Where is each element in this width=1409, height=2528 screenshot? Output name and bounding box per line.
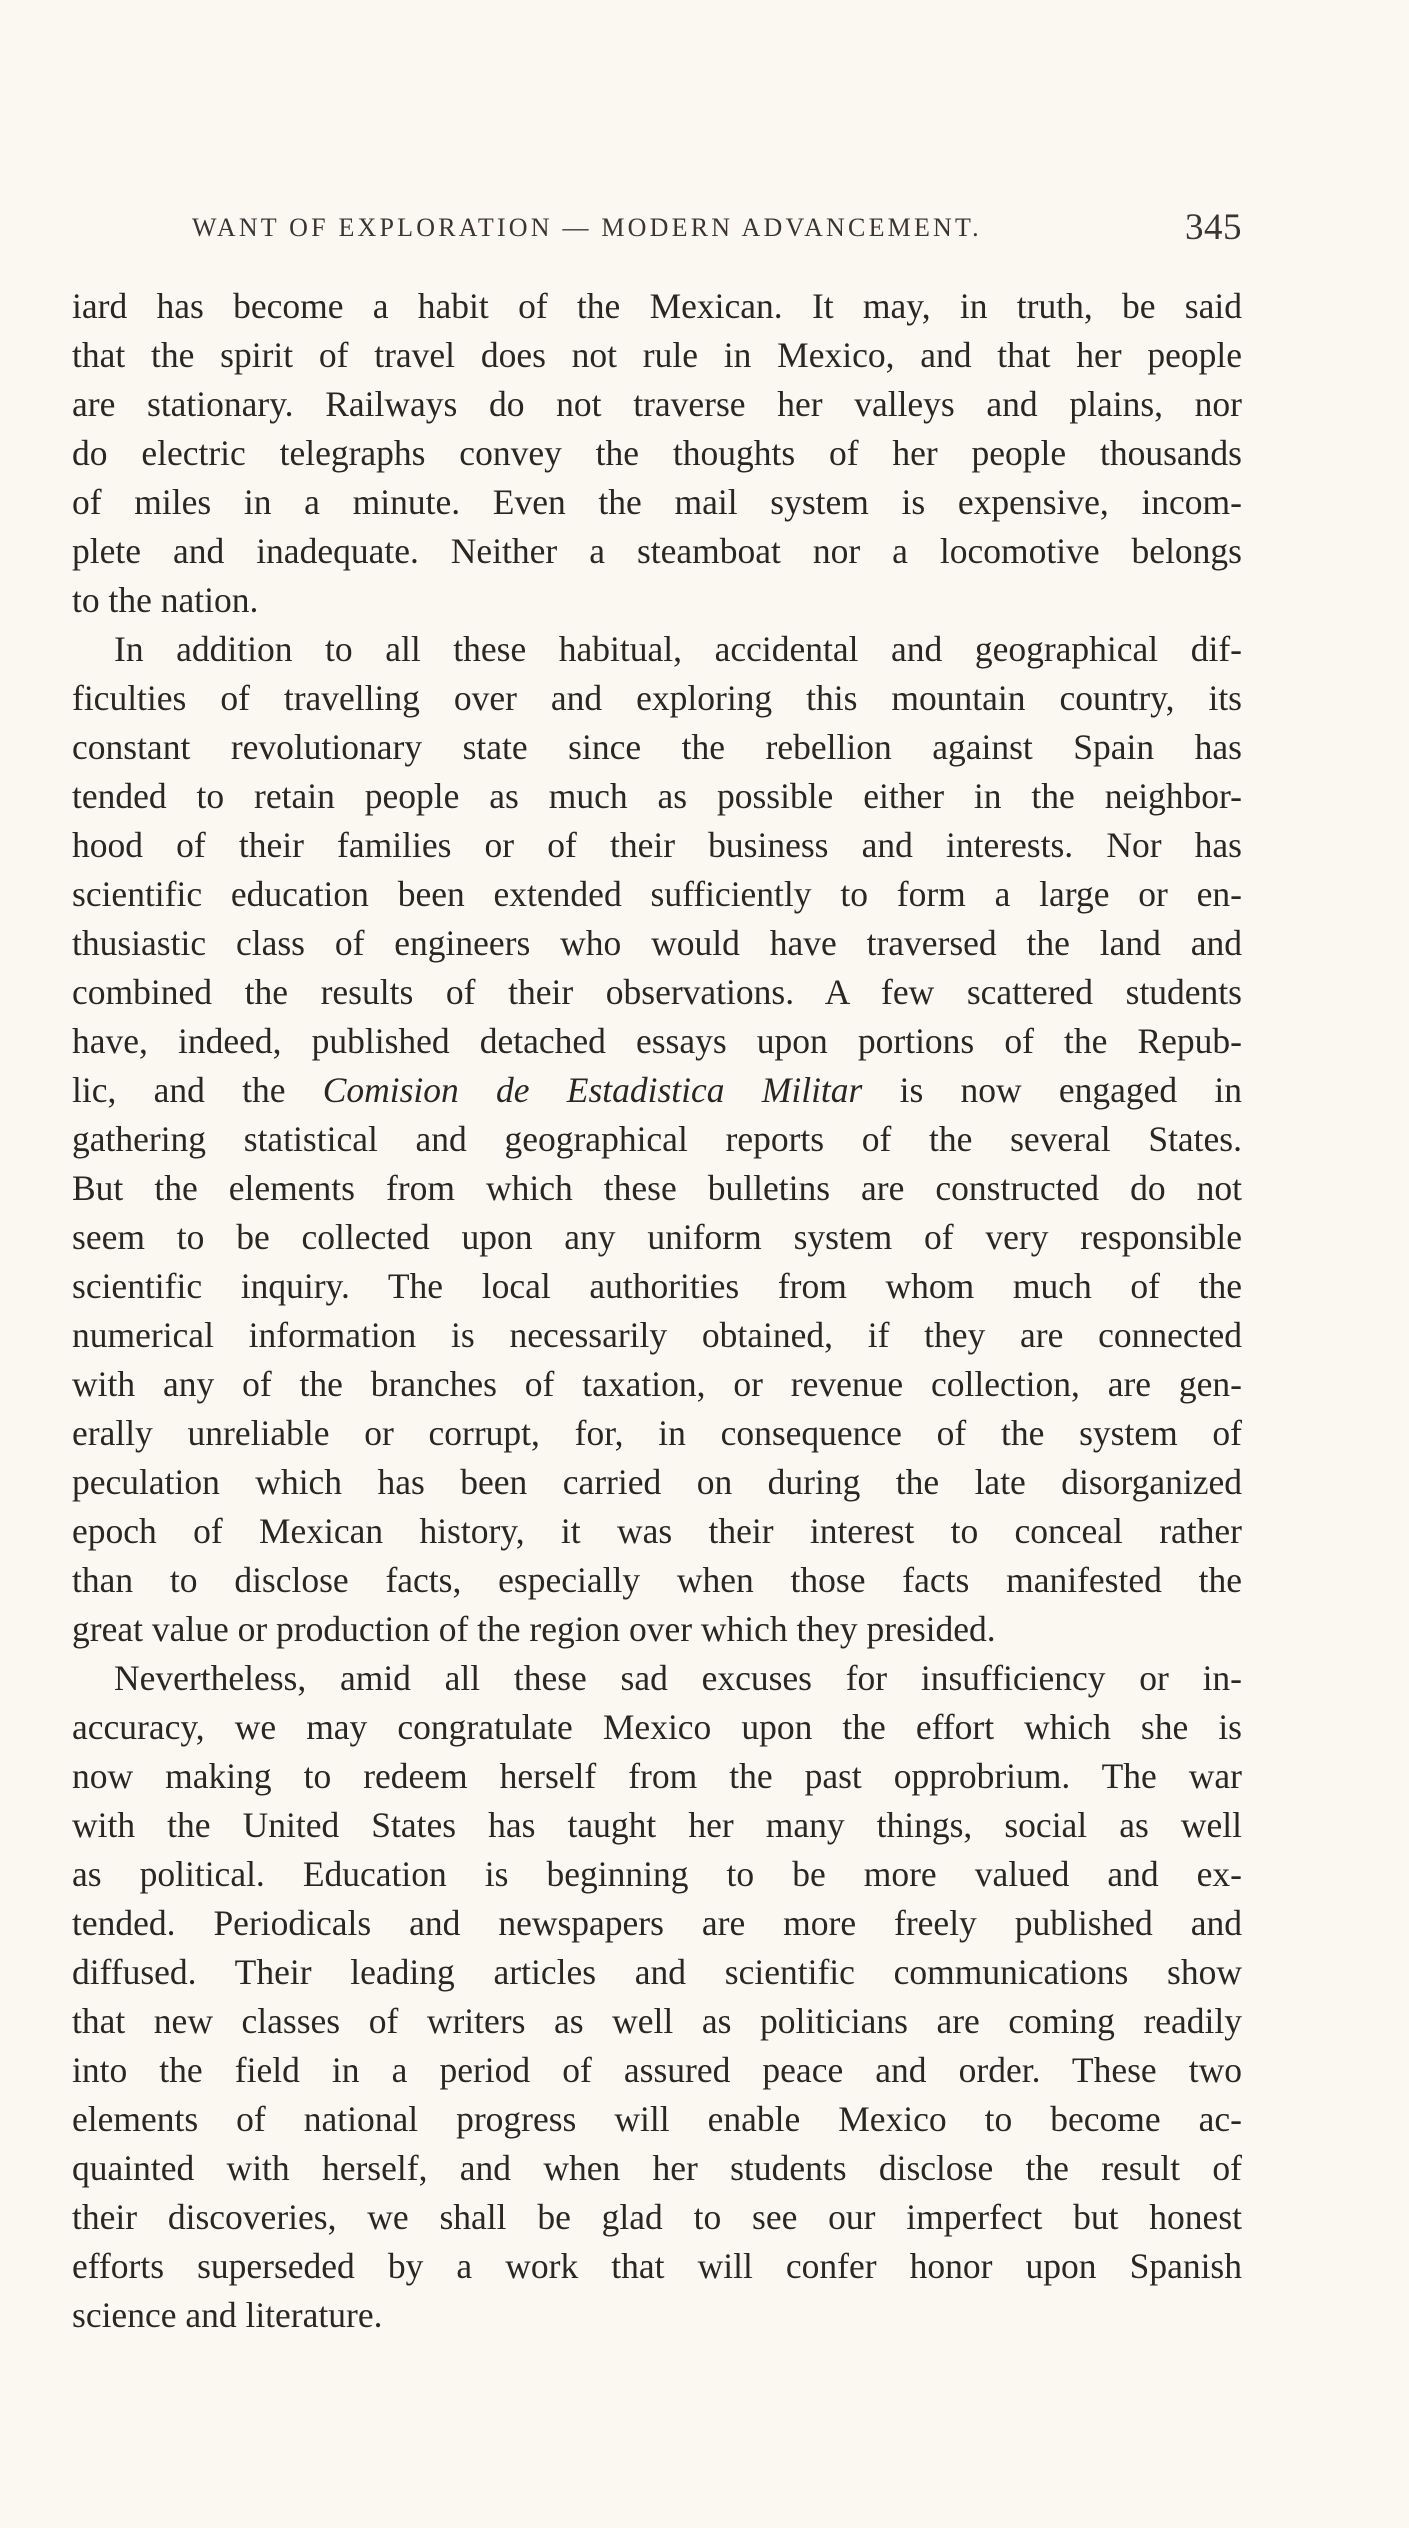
text-line: plete and inadequate. Neither a steamboat nor a locomotive belongs <box>72 531 1242 571</box>
text-line: combined the results of their observations. A few scattered students <box>72 972 1242 1012</box>
text-line: accuracy, we may congratulate Mexico upon the effort which she is <box>72 1707 1242 1747</box>
text-line: have, indeed, published detached essays upon portions of the Repub- <box>72 1021 1242 1061</box>
text-line: iard has become a habit of the Mexican. It may, in truth, be said <box>72 286 1242 326</box>
text-line: Nevertheless, amid all these sad excuses for insufficiency or in- <box>114 1658 1242 1698</box>
text-line: seem to be collected upon any uniform system of very responsible <box>72 1217 1242 1257</box>
running-head <box>192 198 1242 258</box>
text-line: tended. Periodicals and newspapers are more freely published and <box>72 1903 1242 1943</box>
text-line: erally unreliable or corrupt, for, in consequence of the system of <box>72 1413 1242 1453</box>
text-line: constant revolutionary state since the rebellion against Spain has <box>72 727 1242 767</box>
text-line: tended to retain people as much as possible either in the neighbor- <box>72 776 1242 816</box>
text-line: peculation which has been carried on during the late disorganized <box>72 1462 1242 1502</box>
text-line: diffused. Their leading articles and scientific communications show <box>72 1952 1242 1992</box>
text-line: as political. Education is beginning to be more valued and ex- <box>72 1854 1242 1894</box>
text-line: hood of their families or of their business and interests. Nor has <box>72 825 1242 865</box>
text-line: into the field in a period of assured peace and order. These two <box>72 2050 1242 2090</box>
text-line: numerical information is necessarily obtained, if they are connected <box>72 1315 1242 1355</box>
text-line: But the elements from which these bulletins are constructed do not <box>72 1168 1242 1208</box>
text-line: that the spirit of travel does not rule in Mexico, and that her people <box>72 335 1242 375</box>
body-text <box>72 282 1242 2340</box>
italic-title: Comision de Estadistica Militar <box>322 1070 863 1110</box>
text-line: great value or production of the region over which they presided. <box>72 1609 996 1649</box>
text-line: In addition to all these habitual, accidental and geographical dif- <box>114 629 1242 669</box>
text-line: with any of the branches of taxation, or revenue collection, are gen- <box>72 1364 1242 1404</box>
text-line: that new classes of writers as well as politicians are coming readily <box>72 2001 1242 2041</box>
text-fragment: is now engaged in <box>862 1070 1243 1110</box>
text-line: elements of national progress will enable Mexico to become ac- <box>72 2099 1242 2139</box>
text-line: do electric telegraphs convey the thoughts of her people thousands <box>72 433 1242 473</box>
text-line: their discoveries, we shall be glad to see our imperfect but honest <box>72 2197 1242 2237</box>
text-line: scientific inquiry. The local authorities from whom much of the <box>72 1266 1242 1306</box>
text-line: efforts superseded by a work that will confer honor upon Spanish <box>72 2246 1242 2286</box>
text-line: epoch of Mexican history, it was their interest to conceal rather <box>72 1511 1242 1551</box>
text-line: gathering statistical and geographical reports of the several States. <box>72 1119 1242 1159</box>
text-line: thusiastic class of engineers who would have traversed the land and <box>72 923 1242 963</box>
text-line: quainted with herself, and when her students disclose the result of <box>72 2148 1242 2188</box>
page-number: 345 <box>1185 207 1242 248</box>
text-line: science and literature. <box>72 2295 383 2335</box>
text-line-with-italic <box>72 1066 1242 1115</box>
text-line: ficulties of travelling over and exploring this mountain country, its <box>72 678 1242 718</box>
text-line: of miles in a minute. Even the mail system is expensive, incom- <box>72 482 1242 522</box>
text-fragment: lic, and the <box>72 1070 323 1110</box>
text-line: now making to redeem herself from the past opprobrium. The war <box>72 1756 1242 1796</box>
text-line: to the nation. <box>72 580 259 620</box>
running-title: WANT OF EXPLORATION — MODERN ADVANCEMENT. <box>192 213 982 242</box>
text-line: with the United States has taught her many things, social as well <box>72 1805 1242 1845</box>
text-line: scientific education been extended sufficiently to form a large or en- <box>72 874 1242 914</box>
text-line: are stationary. Railways do not traverse her valleys and plains, nor <box>72 384 1242 424</box>
text-line: than to disclose facts, especially when those facts manifested the <box>72 1560 1242 1600</box>
